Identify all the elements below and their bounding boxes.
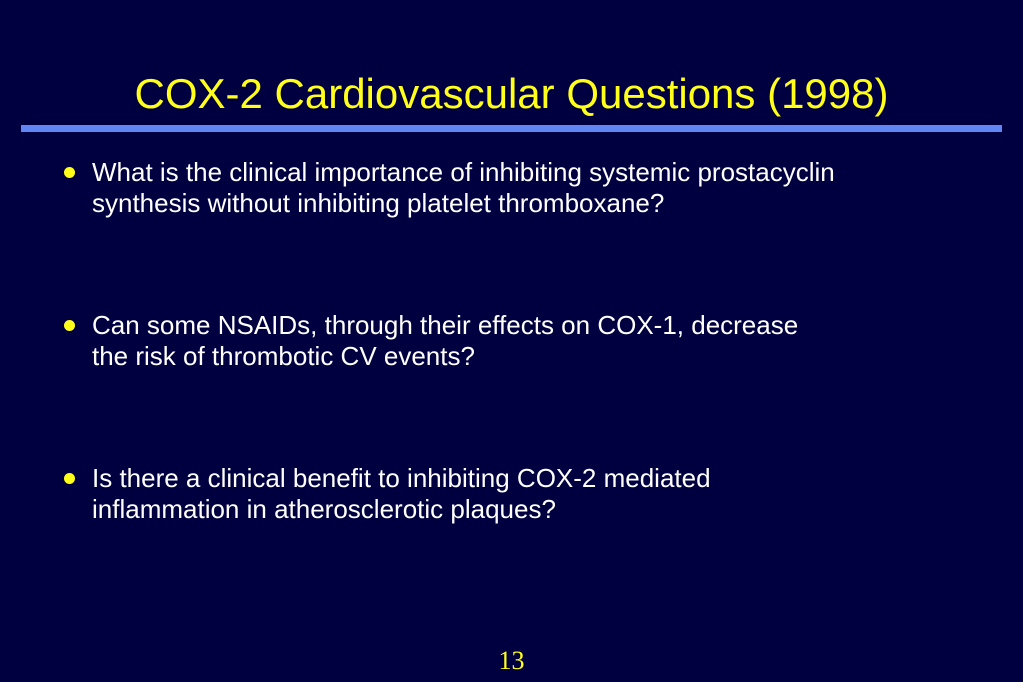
bullet-dot-icon (64, 473, 75, 484)
bullet-text-line: Is there a clinical benefit to inhibiting COX-2 mediated (92, 463, 711, 493)
bullet-list (64, 157, 984, 616)
bullet-item-atherosclerotic (64, 463, 984, 525)
bullet-text-line: What is the clinical importance of inhibiting systemic prostacyclin (92, 157, 835, 187)
bullet-text-line: synthesis without inhibiting platelet thromboxane? (92, 188, 665, 218)
bullet-text-line: inflammation in atherosclerotic plaques? (92, 494, 556, 524)
bullet-text-line: the risk of thrombotic CV events? (92, 341, 475, 371)
bullet-dot-icon (64, 167, 75, 178)
page-number: 13 (498, 646, 525, 675)
bullet-dot-icon (64, 320, 75, 331)
bullet-item-nsaids (64, 310, 984, 372)
bullet-text-line: Can some NSAIDs, through their effects on COX-1, decrease (92, 310, 799, 340)
title-divider (21, 125, 1002, 132)
bullet-item-prostacyclin (64, 157, 984, 219)
slide-title: COX-2 Cardiovascular Questions (1998) (134, 70, 889, 117)
